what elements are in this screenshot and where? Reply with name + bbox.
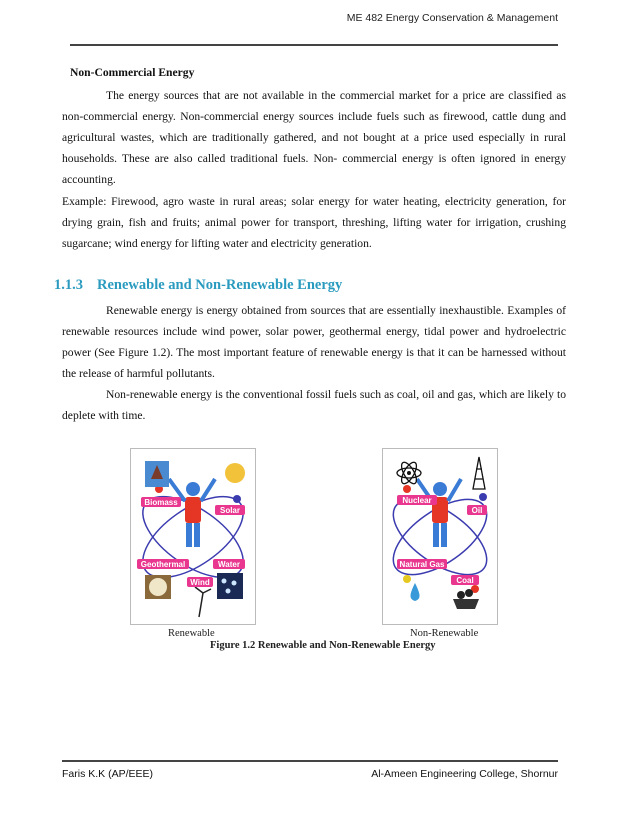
page-footer <box>62 760 558 780</box>
label-solar: Solar <box>219 506 241 515</box>
label-nuclear: Nuclear <box>402 496 432 505</box>
renewable-caption: Renewable <box>168 628 215 639</box>
page-content <box>54 62 566 427</box>
footer-author: Faris K.K (AP/EEE) <box>62 768 154 780</box>
gas-flame-icon <box>411 583 420 601</box>
section-number: 1.1.3 <box>54 276 83 293</box>
renewable-diagram <box>131 449 255 624</box>
label-biomass: Biomass <box>144 498 178 507</box>
label-oil: Oil <box>471 506 483 515</box>
label-coal: Coal <box>456 576 474 585</box>
label-geothermal: Geothermal <box>140 560 186 569</box>
renewable-illustration <box>130 448 256 625</box>
nonrenewable-illustration <box>382 448 498 625</box>
nonrenewable-caption: Non-Renewable <box>410 628 479 639</box>
renewable-paragraph: Renewable energy is energy obtained from sources that are essentially inexhaustible. Examples of renewable resources include wind power, solar power, geothermal energy, tidal power and hydroelectric power (See Figure 1.2). The most important feature of renewable energy is that it can be harnessed without the release of harmful pollutants. <box>62 303 566 381</box>
sun-icon <box>225 463 245 483</box>
label-water: Water <box>218 560 240 569</box>
nonrenewable-paragraph: Non-renewable energy is the conventional fossil fuels such as coal, oil and gas, which are likely to deplete with time. <box>62 388 566 423</box>
coal-cart-icon <box>453 599 479 609</box>
section-title: Renewable and Non-Renewable Energy <box>97 276 343 293</box>
page-header <box>70 8 558 44</box>
figure-1-2 <box>130 448 490 668</box>
noncommercial-example: Example: Firewood, agro waste in rural areas; solar energy for water heating, electricity generation, for drying grain, fish and fruits; animal power for transport, threshing, lifting water for irrigation, crushing sugarcane; wind energy for lifting water and electricity generation. <box>62 194 566 250</box>
oil-rig-icon <box>473 457 485 489</box>
nonrenewable-diagram <box>383 449 497 624</box>
header-course-title: ME 482 Energy Conservation & Management <box>346 12 558 24</box>
section-heading <box>54 275 566 296</box>
label-wind: Wind <box>190 578 210 587</box>
footer-rule <box>62 760 558 762</box>
wind-turbine-icon <box>195 587 211 617</box>
noncommercial-paragraph: The energy sources that are not available in the commercial market for a price are classified as non-commercial energy. Non-commercial energy sources include fuels such as firewood, cattle dung and agricultural wastes, which are traditionally gathered, and not bought at a price used especially in rural households. These are also called traditional fuels. Non- commercial energy is often ignored in energy accounting. <box>62 89 566 187</box>
noncommercial-heading: Non-Commercial Energy <box>70 66 195 79</box>
figure-caption: Figure 1.2 Renewable and Non-Renewable Energy <box>210 640 436 651</box>
label-natural-gas: Natural Gas <box>399 560 445 569</box>
header-rule <box>70 44 558 46</box>
water-drops-icon <box>217 573 243 599</box>
footer-college: Al-Ameen Engineering College, Shornur <box>371 768 558 780</box>
